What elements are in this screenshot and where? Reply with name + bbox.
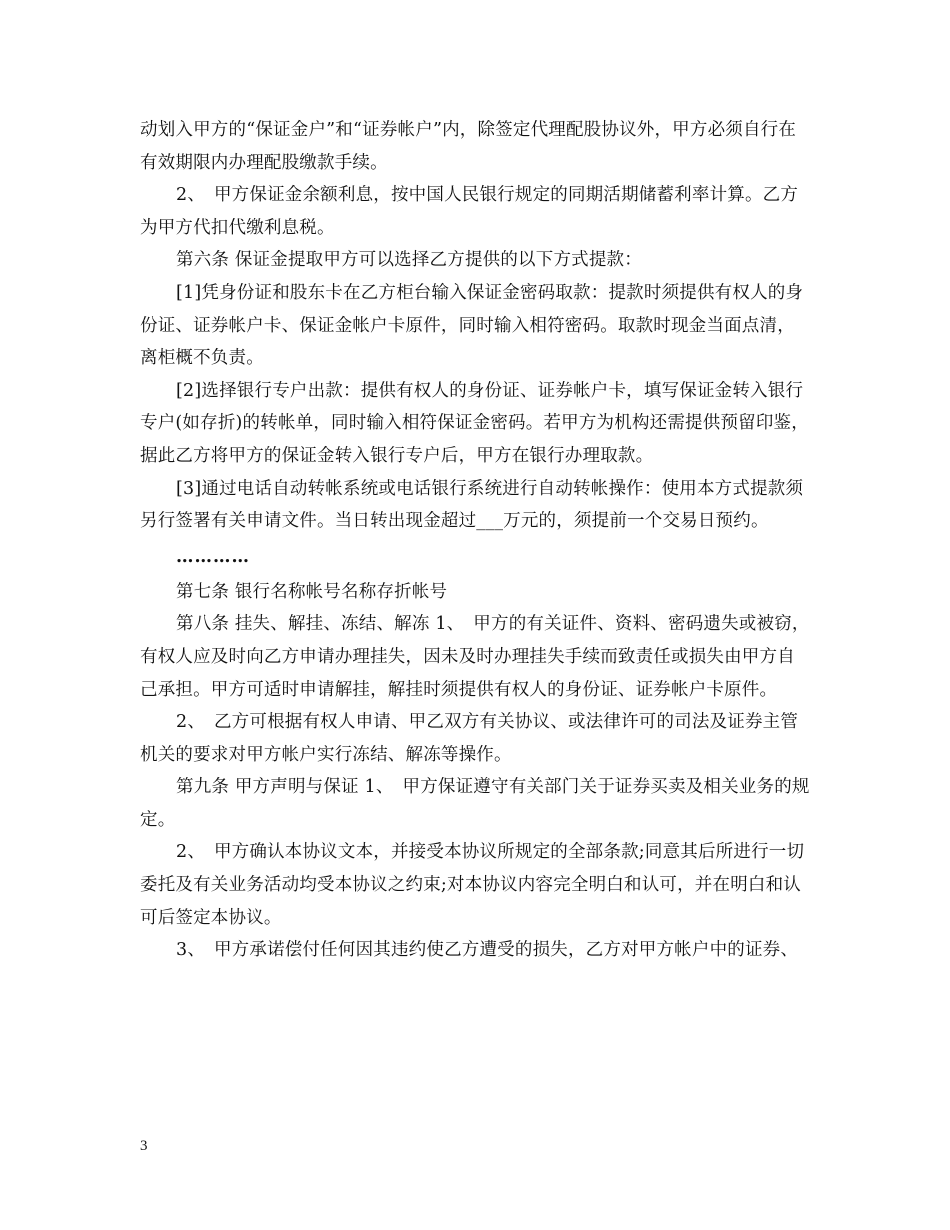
paragraph-1: 2、 甲方保证金余额利息，按中国人民银行规定的同期活期储蓄利率计算。乙方为甲方代扣代缴利息税。	[140, 185, 799, 238]
paragraph-11: 3、 甲方承诺偿付任何因其违约使乙方遭受的损失，乙方对甲方帐户中的证券、	[176, 940, 799, 961]
paragraph-10: 2、 甲方确认本协议文本，并接受本协议所规定的全部条款;同意其后所进行一切委托及有关业务活动均受本协议之约束;对本协议内容完全明白和认可，并在明白和认可后签定本协议。	[140, 842, 805, 928]
ellipsis-separator: …………	[176, 546, 250, 567]
paragraph-0: 动划入甲方的“保证金户”和“证券帐户”内，除签定代理配股协议外，甲方必须自行在有效期限内办理配股缴款手续。	[140, 120, 797, 173]
paragraph-9: 第九条 甲方声明与保证 1、 甲方保证遵守有关部门关于证券买卖及相关业务的规定。	[140, 777, 810, 830]
page-number: 3	[140, 1138, 148, 1154]
paragraph-5: [3]通过电话自动转帐系统或电话银行系统进行自动转帐操作：使用本方式提款须另行签署有关申请文件。当日转出现金超过___万元的，须提前一个交易日预约。	[140, 478, 804, 532]
paragraph-3: [1]凭身份证和股东卡在乙方柜台输入保证金密码取款：提款时须提供有权人的身份证、证券帐户卡、保证金帐户卡原件，同时输入相符密码。取款时现金当面点清，离柜概不负责。	[140, 282, 804, 369]
paragraph-6: 第七条 银行名称帐号名称存折帐号	[176, 581, 448, 602]
paragraph-4: [2]选择银行专户出款：提供有权人的身份证、证券帐户卡，填写保证金转入银行专户(如存折)的转帐单，同时输入相符保证金密码。若甲方为机构还需提供预留印鉴，据此乙方将甲方的保证金转入银行专户后，甲方在银行办理取款。	[140, 380, 809, 466]
paragraph-8: 2、 乙方可根据有权人申请、甲乙双方有关协议、或法律许可的司法及证券主管机关的要求对甲方帐户实行冻结、解冻等操作。	[140, 712, 799, 765]
document-body	[140, 114, 812, 967]
paragraph-2: 第六条 保证金提取甲方可以选择乙方提供的以下方式提款：	[176, 250, 642, 271]
paragraph-7: 第八条 挂失、解挂、冻结、解冻 1、 甲方的有关证件、资料、密码遗失或被窃，有权人应及时向乙方申请办理挂失，因未及时办理挂失手续而致责任或损失由甲方自己承担。甲方可适时申请解挂，解挂时须提供有权人的身份证、证券帐户卡原件。	[140, 614, 810, 700]
